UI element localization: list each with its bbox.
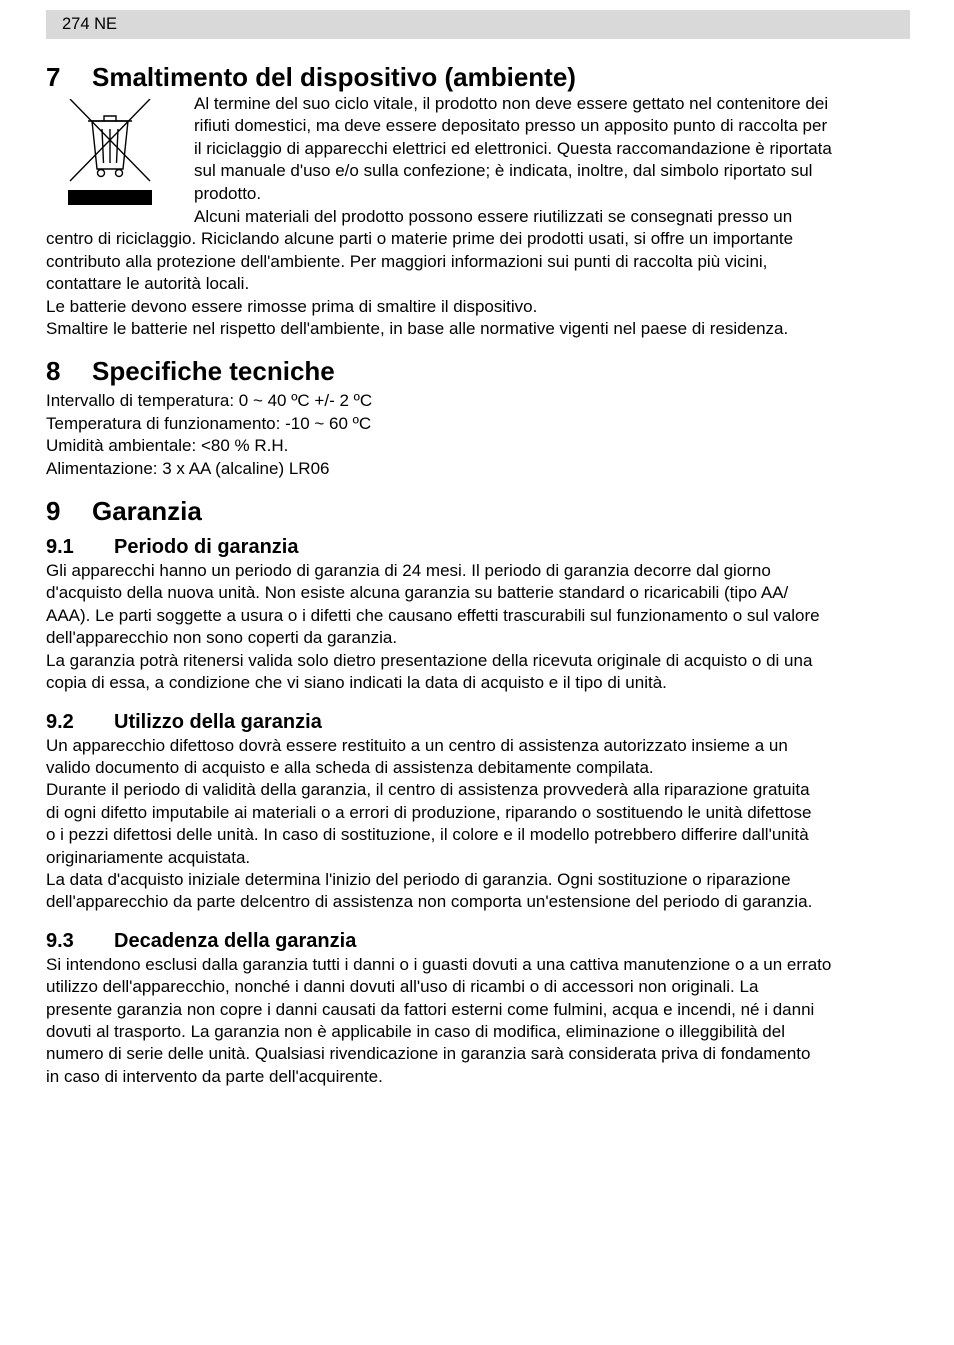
text-line: La data d'acquisto iniziale determina l'inizio del periodo di garanzia. Ogni sostituzione o riparazione [46,869,791,889]
subsection-title: Utilizzo della garanzia [114,710,322,733]
page-header-bar [46,10,910,39]
text-line: originariamente acquistata. [46,847,251,867]
weee-crossed-bin-icon [68,99,152,207]
text-line: Al termine del suo ciclo vitale, il prodotto non deve essere gettato nel contenitore dei [194,94,829,113]
text-line: numero di serie delle unità. Qualsiasi rivendicazione in garanzia sarà considerata priva di fondamento [46,1044,811,1064]
text-line: d'acquisto della nuova unità. Non esiste alcuna garanzia su batterie standard o ricaricabili (tipo AA/ [46,583,789,603]
text-line: Smaltire le batterie nel rispetto dell'ambiente, in base alle normative vigenti nel paese di residenza. [46,319,789,339]
page-content [46,58,912,1088]
text-line: Durante il periodo di validità della garanzia, il centro di assistenza provvederà alla riparazione gratuita [46,780,810,800]
text-line: dell'apparecchio da parte delcentro di assistenza non comporta un'estensione del periodo di garanzia. [46,892,813,912]
text-line: sul manuale d'uso e/o sulla confezione; è indicata, inoltre, dal simbolo riportato sul [194,161,813,181]
section-number: 8 [46,356,61,387]
section-title: Garanzia [92,496,202,527]
text-line: contattare le autorità locali. [46,274,250,294]
text-line: Gli apparecchi hanno un periodo di garanzia di 24 mesi. Il periodo di garanzia decorre dal giorno [46,561,771,581]
section-8-heading [46,352,912,390]
text-line: dovuti al trasporto. La garanzia non è applicabile in caso di modifica, eliminazione o illeggibilità del [46,1021,785,1041]
text-line: La garanzia potrà ritenersi valida solo dietro presentazione della ricevuta originale di acquisto o di una [46,650,813,670]
spec-line: Intervallo di temperatura: 0 ~ 40 ºC +/- 2 ºC [46,391,373,411]
text-line: Si intendono esclusi dalla garanzia tutti i danni o i guasti dovuti a una cattiva manutenzione o a un errato [46,954,832,974]
text-line: in caso di intervento da parte dell'acquirente. [46,1066,383,1086]
spec-line: Umidità ambientale: <80 % R.H. [46,436,289,456]
text-line: di ogni difetto imputabile ai materiali o a errori di produzione, riparando o sostituendo le unità difettose [46,802,812,822]
subsection-9-3-heading [46,928,912,954]
subsection-number: 9.3 [46,929,74,952]
section-number: 7 [46,62,61,92]
spec-line: Temperatura di funzionamento: -10 ~ 60 ºC [46,413,372,433]
section-9-heading [46,492,912,530]
page-label: 274 NE [62,15,118,33]
text-line: il riciclaggio di apparecchi elettrici ed elettronici. Questa raccomandazione è riportata [194,138,832,158]
text-line: rifiuti domestici, ma deve essere depositato presso un apposito punto di raccolta per [194,116,828,136]
subsection-number: 9.2 [46,710,74,733]
text-line: presente garanzia non copre i danni causati da fattori esterni come fulmini, acqua e incendi, né i danni [46,999,815,1019]
section-7-heading [46,58,912,96]
text-line: utilizzo dell'apparecchio, nonché i danni dovuti all'uso di ricambi o di accessori non originali. La [46,977,759,997]
section-title: Specifiche tecniche [92,356,335,387]
text-line: Le batterie devono essere rimosse prima di smaltire il dispositivo. [46,296,538,316]
subsection-9-1-heading [46,534,912,560]
subsection-title: Periodo di garanzia [114,536,299,559]
text-line: contributo alla protezione dell'ambiente. Per maggiori informazioni sui punti di raccolta più vicini, [46,251,768,271]
text-line: AAA). Le parti soggette a usura o i difetti che causano effetti trascurabili sul funzionamento o sul valore [46,605,820,625]
section-title: Smaltimento del dispositivo (ambiente) [92,62,576,92]
text-line: o i pezzi difettosi delle unità. In caso di sostituzione, il colore e il modello potrebbero differire dall'unità [46,825,809,845]
text-line: valido documento di acquisto e alla scheda di assistenza debitamente compilata. [46,757,654,777]
text-line: copia di essa, a condizione che vi siano indicati la data di acquisto e il tipo di unità. [46,673,667,693]
section-number: 9 [46,496,61,527]
text-line: centro di riciclaggio. Riciclando alcune parti o materie prime dei prodotti usati, si offre un importante [46,229,794,249]
text-line: Un apparecchio difettoso dovrà essere restituito a un centro di assistenza autorizzato insieme a un [46,735,788,755]
text-line: dell'apparecchio non sono coperti da garanzia. [46,628,398,648]
subsection-9-2-heading [46,709,912,735]
disposal-block [46,93,912,206]
subsection-number: 9.1 [46,536,74,559]
disposal-text-beside-icon [194,93,832,205]
text-line: prodotto. [194,183,262,203]
subsection-title: Decadenza della garanzia [114,929,357,952]
text-line: Alcuni materiali del prodotto possono essere riutilizzati se consegnati presso un [194,207,793,226]
spec-line: Alimentazione: 3 x AA (alcaline) LR06 [46,458,330,478]
